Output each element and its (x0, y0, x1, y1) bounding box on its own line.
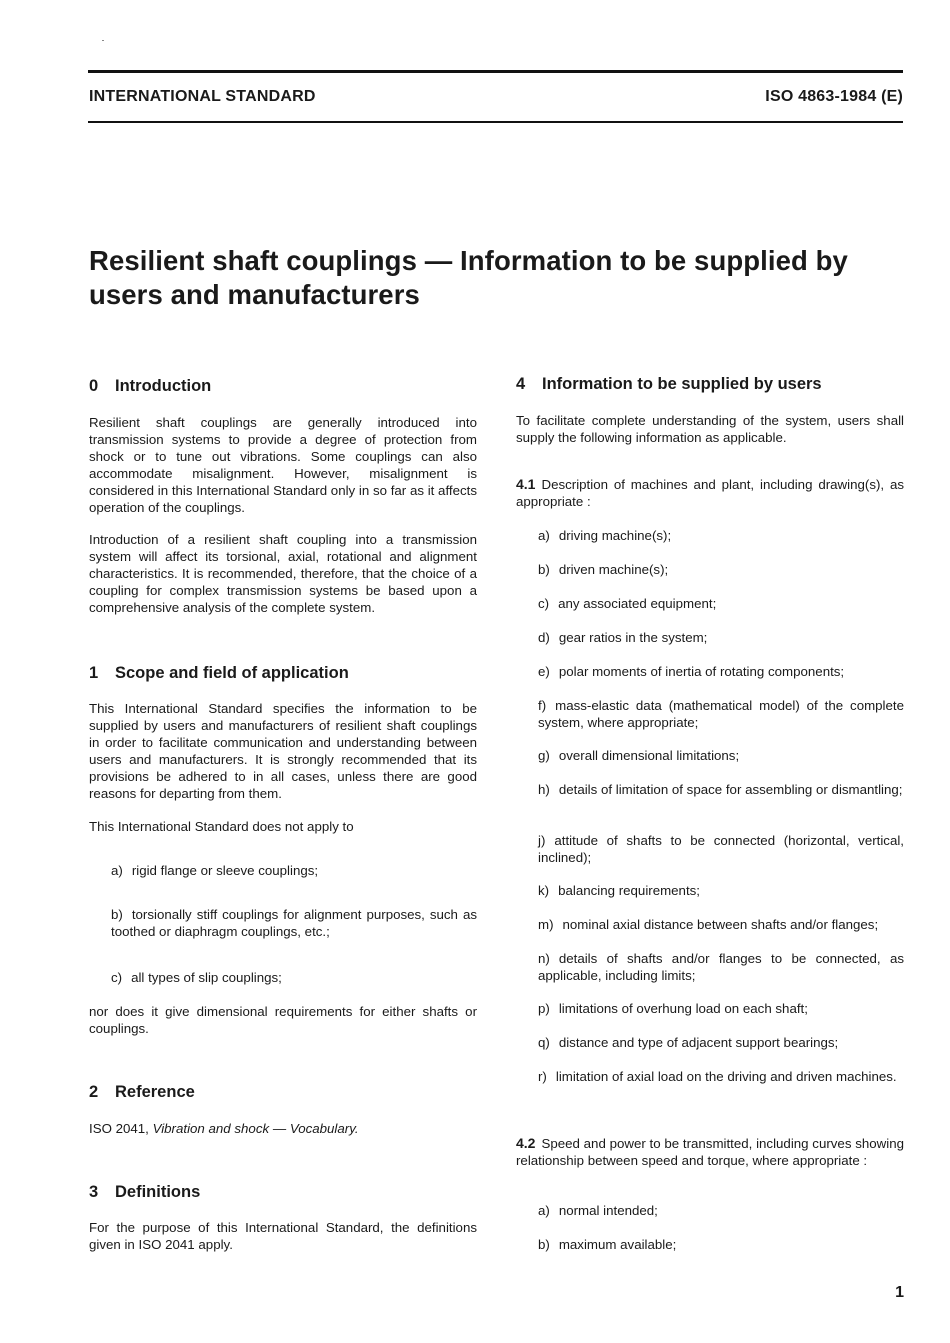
item-label: b) (111, 907, 123, 922)
scope-exclusion-item (111, 862, 477, 879)
item-label: k) (538, 883, 550, 898)
section-4-heading (516, 375, 822, 394)
item-label: c) (538, 596, 550, 611)
machine-info-item (538, 561, 904, 578)
machine-info-item (538, 916, 904, 933)
item-text: rigid flange or sleeve couplings; (131, 863, 319, 878)
item-text: balancing requirements; (558, 883, 700, 898)
reference-entry (89, 1120, 359, 1137)
item-text: nominal axial distance between shafts and/or flanges; (562, 917, 879, 932)
section-0-number: 0 (89, 377, 99, 395)
speed-power-item (538, 1236, 904, 1253)
section-0-heading (89, 377, 211, 396)
item-label: n) (538, 951, 550, 966)
item-text: gear ratios in the system; (558, 630, 708, 645)
item-text: details of limitation of space for assembling or dismantling; (558, 782, 903, 797)
item-label: c) (111, 970, 123, 985)
users-info-paragraph: To facilitate complete understanding of the system, users shall supply the following information as applicable. (516, 413, 904, 445)
scope-paragraph-3: nor does it give dimensional requirements for either shafts or couplings. (89, 1004, 477, 1036)
section-1-heading (89, 664, 349, 683)
intro-paragraph-1: Resilient shaft couplings are generally introduced into transmission systems to provide a degree of protection from shock or to tune out vibrations. Some couplings can also accommodate misalignment. However, misalignment is considered in this International Standard only in so far as it affects operation of the couplings. (89, 415, 477, 515)
item-text: driving machine(s); (558, 528, 672, 543)
header-standard-type: INTERNATIONAL STANDARD (89, 88, 316, 105)
section-1-number: 1 (89, 664, 99, 682)
machine-info-item (538, 950, 904, 984)
header-standard-number: ISO 4863-1984 (E) (765, 88, 903, 105)
item-text: maximum available; (558, 1237, 677, 1252)
header-top-rule (88, 70, 903, 73)
item-text: overall dimensional limitations; (558, 748, 740, 763)
page-number: 1 (895, 1284, 904, 1301)
title-line-1: Resilient shaft couplings — Information to be supplied by (89, 245, 848, 276)
scan-speck (102, 40, 104, 41)
machine-info-item (538, 663, 904, 680)
item-label: d) (538, 630, 550, 645)
machine-info-item (538, 595, 904, 612)
item-text: details of shafts and/or flanges to be connected, as applicable, including limits; (538, 951, 904, 983)
reference-title: Vibration and shock — Vocabulary. (152, 1121, 359, 1136)
machine-info-item (538, 781, 904, 798)
header-bottom-rule (88, 121, 903, 123)
subsection-4-2 (516, 1135, 904, 1169)
item-label: h) (538, 782, 550, 797)
machine-info-item (538, 1034, 904, 1051)
machine-info-item (538, 1000, 904, 1017)
item-text: driven machine(s); (558, 562, 669, 577)
scope-paragraph-2: This International Standard does not apply to (89, 819, 354, 834)
machine-info-item (538, 882, 904, 899)
subsection-4-1-number: 4.1 (516, 476, 536, 492)
item-text: limitations of overhung load on each shaft; (558, 1001, 808, 1016)
section-2-heading (89, 1083, 195, 1102)
section-1-title: Scope and field of application (115, 664, 349, 682)
item-label: m) (538, 917, 554, 932)
section-3-title: Definitions (115, 1183, 201, 1201)
item-text: limitation of axial load on the driving and driven machines. (555, 1069, 897, 1084)
item-text: polar moments of inertia of rotating components; (558, 664, 845, 679)
item-label: b) (538, 562, 550, 577)
item-text: mass-elastic data (mathematical model) of the complete system, where appropriate; (538, 698, 904, 730)
definitions-paragraph: For the purpose of this International Standard, the definitions given in ISO 2041 apply. (89, 1220, 477, 1252)
speed-power-item (538, 1202, 904, 1219)
document-title (89, 244, 909, 312)
item-text: any associated equipment; (558, 596, 717, 611)
item-label: a) (538, 528, 550, 543)
item-text: attitude of shafts to be connected (horizontal, vertical, inclined); (538, 833, 904, 865)
machine-info-item (538, 747, 904, 764)
section-3-number: 3 (89, 1183, 99, 1201)
machine-info-item (538, 697, 904, 731)
title-line-2: users and manufacturers (89, 279, 420, 310)
item-label: e) (538, 664, 550, 679)
scope-exclusion-item (111, 969, 477, 986)
machine-info-item (538, 527, 904, 544)
item-label: b) (538, 1237, 550, 1252)
item-text: all types of slip couplings; (131, 970, 282, 985)
item-label: g) (538, 748, 550, 763)
item-label: a) (538, 1203, 550, 1218)
subsection-4-1 (516, 476, 904, 510)
section-4-number: 4 (516, 375, 526, 393)
machine-info-item (538, 832, 904, 866)
machine-info-item (538, 629, 904, 646)
scope-exclusion-item (111, 906, 477, 940)
section-4-title: Information to be supplied by users (542, 375, 822, 393)
item-label: a) (111, 863, 123, 878)
section-2-title: Reference (115, 1083, 195, 1101)
item-label: r) (538, 1069, 547, 1084)
section-0-title: Introduction (115, 377, 212, 395)
item-label: p) (538, 1001, 550, 1016)
section-3-heading (89, 1183, 200, 1202)
subsection-4-2-number: 4.2 (516, 1135, 536, 1151)
subsection-4-1-text: Description of machines and plant, including drawing(s), as appropriate : (516, 477, 904, 509)
item-label: j) (538, 833, 546, 848)
intro-paragraph-2: Introduction of a resilient shaft coupling into a transmission system will affect its torsional, axial, rotational and alignment characteristics. It is recommended, therefore, that the choice of a coupling for complex transmission systems be based upon a comprehensive analysis of the complete system. (89, 532, 477, 615)
subsection-4-2-text: Speed and power to be transmitted, including curves showing relationship between speed and torque, where appropriate : (516, 1136, 904, 1168)
item-label: q) (538, 1035, 550, 1050)
machine-info-item (538, 1068, 904, 1085)
section-2-number: 2 (89, 1083, 99, 1101)
item-label: f) (538, 698, 547, 713)
reference-number: ISO 2041, (89, 1121, 153, 1136)
item-text: distance and type of adjacent support bearings; (558, 1035, 839, 1050)
scope-paragraph-1: This International Standard specifies the information to be supplied by users and manufacturers of resilient shaft couplings in order to facilitate communication and understanding between users and manufacturers. It is strongly recommended that its provisions be adhered to in all cases, unless there are good reasons for departing from them. (89, 701, 477, 801)
item-text: torsionally stiff couplings for alignment purposes, such as toothed or diaphragm couplings, etc.; (111, 907, 477, 939)
item-text: normal intended; (558, 1203, 658, 1218)
